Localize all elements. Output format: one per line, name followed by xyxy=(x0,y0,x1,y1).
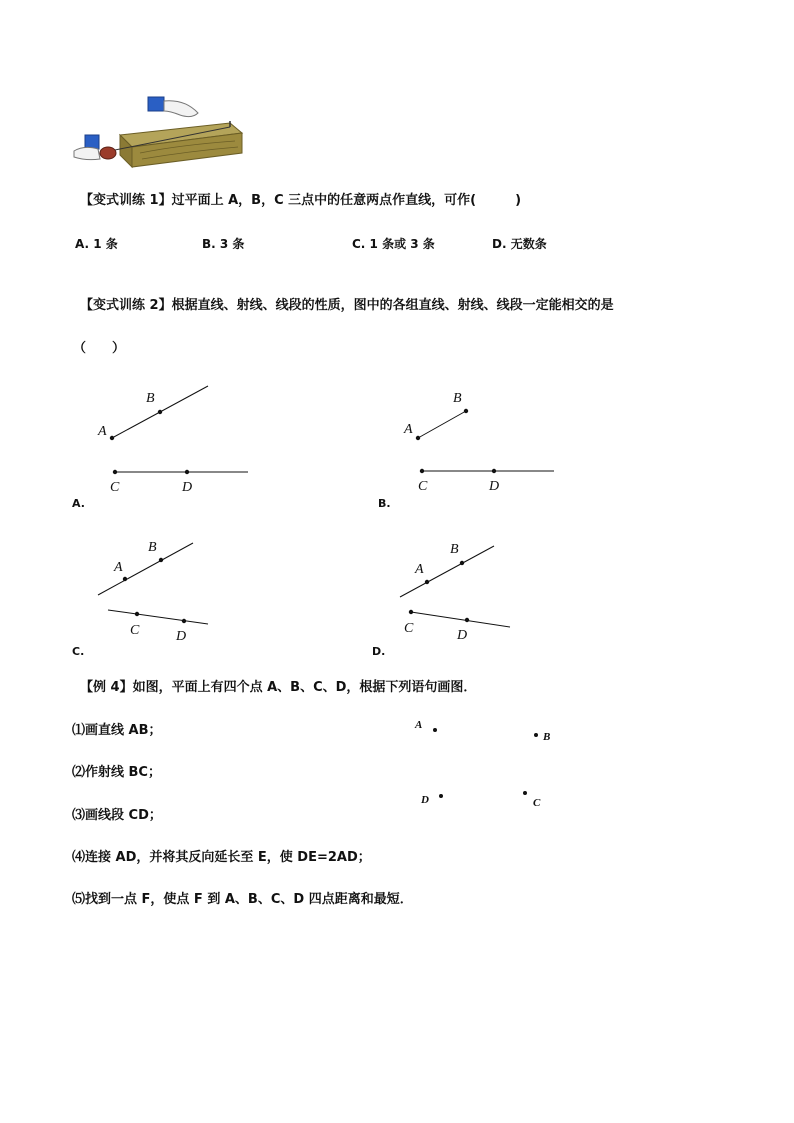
string-board-illustration xyxy=(70,95,250,170)
line-ab xyxy=(98,543,193,595)
example4-step-2: ⑵作射线 BC； xyxy=(72,765,161,780)
label-c: C xyxy=(418,479,428,494)
point-d xyxy=(439,794,443,798)
label-c: C xyxy=(533,797,541,809)
label-b: B xyxy=(453,391,462,406)
exercise1-option-a[interactable]: A. 1 条 xyxy=(75,237,118,251)
example4-step-3: ⑶画线段 CD； xyxy=(72,808,162,823)
exercise2-title: 【变式训练 2】根据直线、射线、线段的性质，图中的各组直线、射线、线段一定能相交的是 xyxy=(80,298,614,313)
label-a: A xyxy=(415,562,424,577)
point-a xyxy=(110,436,114,440)
label-b: B xyxy=(148,540,157,555)
label-a: A xyxy=(415,719,423,731)
label-d: D xyxy=(489,479,500,494)
label-c: C xyxy=(404,621,414,636)
label-b: B xyxy=(146,391,155,406)
point-a xyxy=(123,577,127,581)
figure-a xyxy=(90,380,260,500)
exercise2-answer-paren: （ ） xyxy=(73,341,126,356)
point-d xyxy=(182,619,186,623)
label-a: A xyxy=(98,424,107,439)
label-c: C xyxy=(110,480,120,495)
point-c xyxy=(113,470,117,474)
point-a xyxy=(433,728,437,732)
exercise1-title: 【变式训练 1】过平面上 A，B，C 三点中的任意两点作直线，可作( ) xyxy=(80,193,522,208)
label-d: D xyxy=(421,794,429,806)
example4-step-4: ⑷连接 AD，并将其反向延长至 E，使 DE=2AD； xyxy=(72,850,371,865)
label-a: A xyxy=(114,560,123,575)
example4-title: 【例 4】如图，平面上有四个点 A、B、C、D，根据下列语句画图． xyxy=(80,680,477,695)
example4-points-figure xyxy=(410,712,560,812)
point-b xyxy=(159,558,163,562)
exercise2-option-a[interactable]: A. xyxy=(72,497,85,510)
point-a xyxy=(425,580,429,584)
point-c xyxy=(409,610,413,614)
exercise2-option-d[interactable]: D. xyxy=(372,645,386,658)
figure-b xyxy=(398,380,568,500)
label-a: A xyxy=(404,422,413,437)
point-d xyxy=(492,469,496,473)
label-c: C xyxy=(130,623,140,638)
example4-step-5: ⑸找到一点 F，使点 F 到 A、B、C、D 四点距离和最短． xyxy=(72,892,413,907)
label-b: B xyxy=(450,542,459,557)
point-c xyxy=(135,612,139,616)
point-d xyxy=(185,470,189,474)
label-d: D xyxy=(182,480,193,495)
example4-step-1: ⑴画直线 AB； xyxy=(72,723,162,738)
point-b xyxy=(534,733,538,737)
segment-ab xyxy=(418,411,466,438)
exercise2-option-c[interactable]: C. xyxy=(72,645,85,658)
exercise2-option-b[interactable]: B. xyxy=(378,497,391,510)
figure-d xyxy=(398,535,568,650)
label-b: B xyxy=(543,731,551,743)
line-cd xyxy=(108,610,208,624)
point-c xyxy=(420,469,424,473)
ray-cd xyxy=(411,612,510,627)
exercise1-option-d[interactable]: D. 无数条 xyxy=(492,237,547,251)
point-b xyxy=(158,410,162,414)
point-d xyxy=(465,618,469,622)
exercise1-option-b[interactable]: B. 3 条 xyxy=(202,237,245,251)
label-d: D xyxy=(457,628,468,643)
point-a xyxy=(416,436,420,440)
point-b xyxy=(460,561,464,565)
point-c xyxy=(523,791,527,795)
figure-c xyxy=(90,535,260,650)
exercise1-option-c[interactable]: C. 1 条或 3 条 xyxy=(352,237,435,251)
point-b xyxy=(464,409,468,413)
label-d: D xyxy=(176,629,187,644)
